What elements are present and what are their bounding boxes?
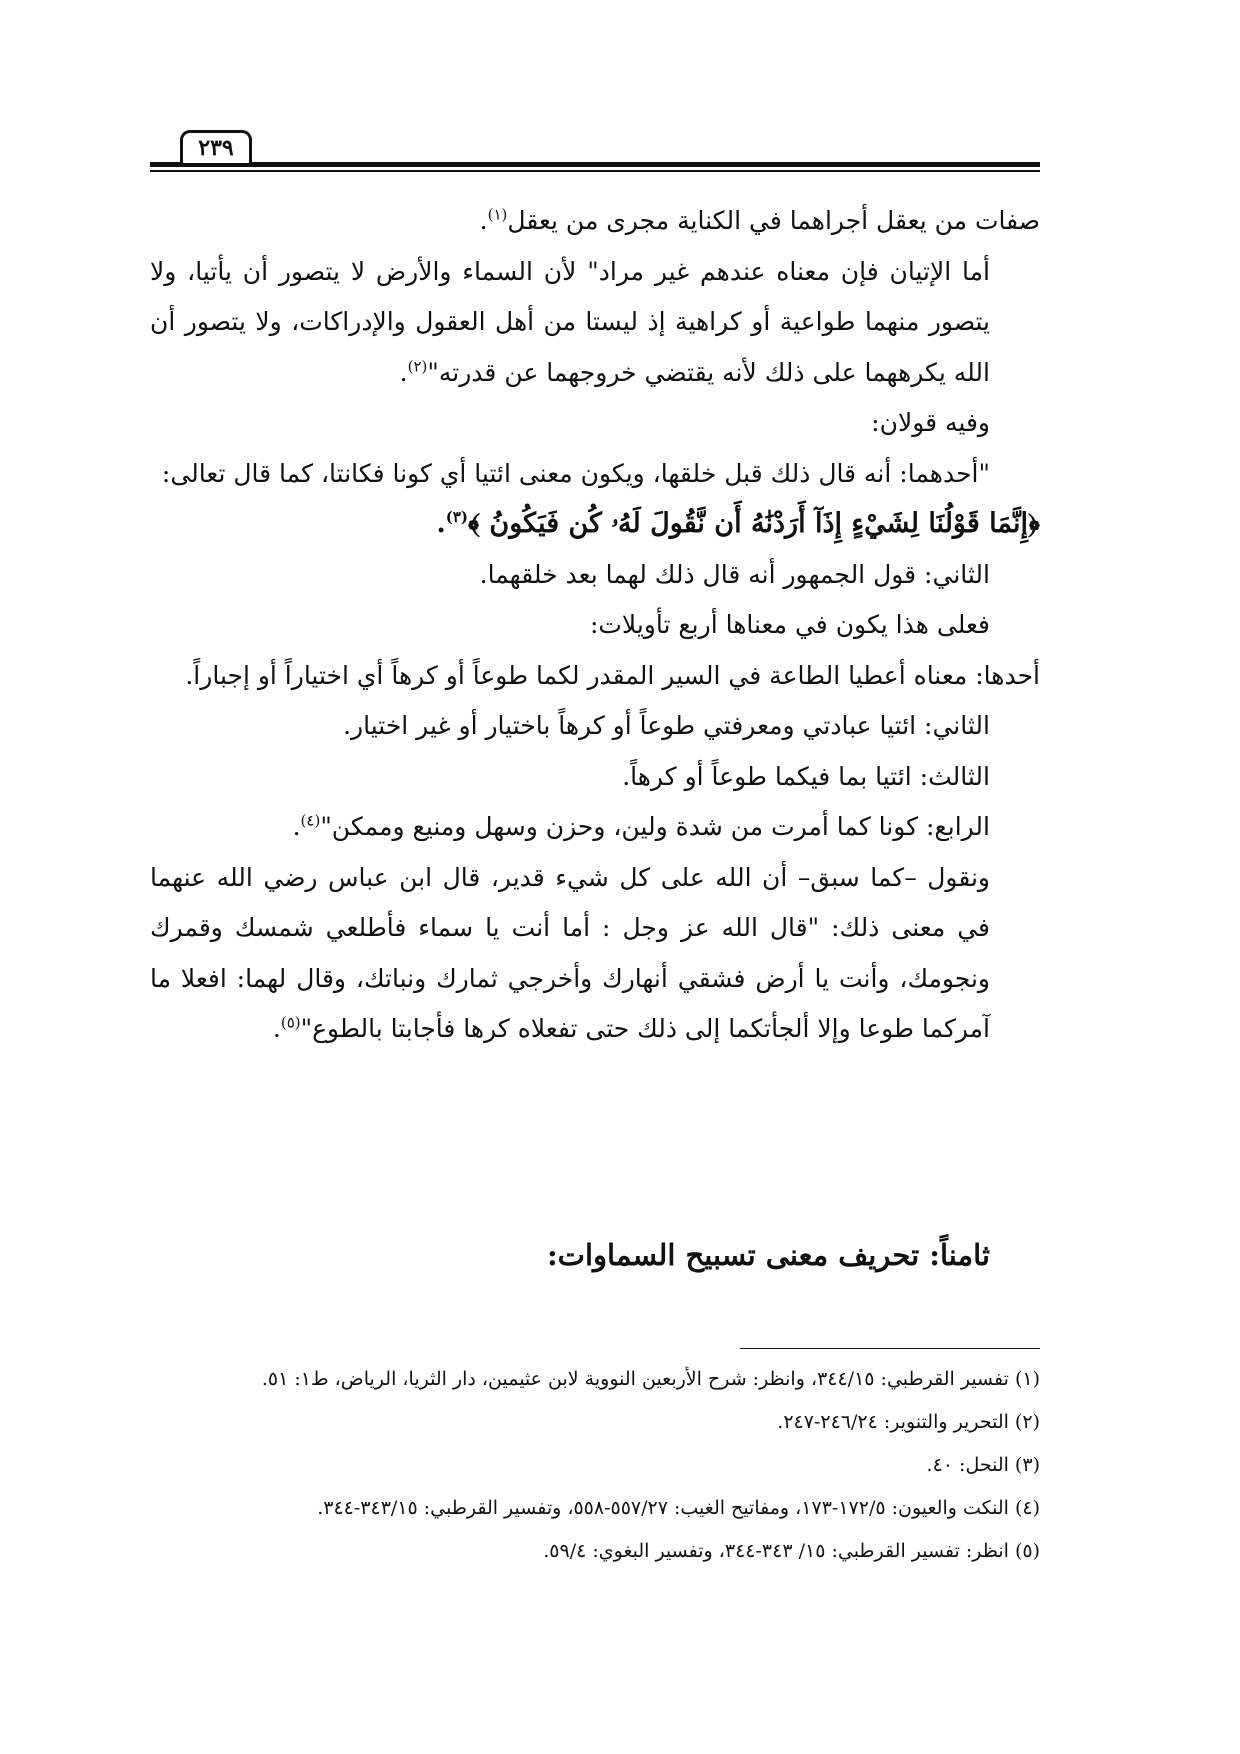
paragraph-7: فعلى هذا يكون في معناها أربع تأويلات: (589, 610, 990, 639)
quran-verse: ﴿إِنَّمَا قَوْلُنَا لِشَيْءٍ إِذَآ أَرَدْنَٰهُ أَن نَّقُولَ لَهُۥ كُن فَيَكُونُ ﴾$^{(٣)}$. (436, 508, 1040, 539)
footnote-ref[interactable]: (١) (487, 205, 508, 224)
paragraph-4: "أحدهما: أنه قال ذلك قبل خلقها، ويكون معنى ائتيا أي كونا فكانتا، كما قال تعالى: (161, 458, 990, 488)
page-number: ٢٣٩ (180, 130, 252, 163)
paragraph-6: الثاني: قول الجمهور أنه قال ذلك لهما بعد خلقهما. (479, 559, 990, 589)
footnote-ref[interactable]: (٥) (280, 1013, 301, 1032)
header-rule-thin (150, 170, 1040, 172)
footnote-ref[interactable]: (٢) (407, 357, 428, 376)
footnote-separator (740, 1348, 1040, 1349)
paragraph-1: صفات من يعقل أجراهما في الكناية مجرى من يعقل$^{(١)}$. (479, 205, 1040, 235)
footnote-ref[interactable]: (٤) (300, 811, 321, 830)
footnote-ref[interactable]: (٣) (445, 508, 468, 526)
paragraph-12: ونقول –كما سبق– أن الله على كل شيء قدير، قال ابن عباس رضي الله عنهما في معنى ذلك: "قال الله عز وجل : أما أنت يا سماء فأطلعي شمسك وقمرك ونجومك، وأنت يا أرض فشقي أنهارك وأخرجي ثمارك ونباتك، وقال لهما: افعلا ما آمركما طوعا وإلا ألجأتكما إلى ذلك حتى تفعلاه كرها فأجابتا بالطوع"$^{(٥)}$. (150, 862, 990, 1043)
paragraph-10: الثالث: ائتيا بما فيكما طوعاً أو كرهاً. (622, 761, 990, 791)
paragraph-3: وفيه قولان: (871, 408, 990, 437)
footnotes (150, 1358, 1040, 1573)
footnote-2: (٢) التحرير والتنوير: ٢٤٦/٢٤-٢٤٧. (777, 1411, 1040, 1433)
page-header (150, 128, 1040, 172)
paragraph-8: أحدها: معناه أعطيا الطاعة في السير المقدر لكما طوعاً أو كرهاً أي اختياراً أو إجباراً. (185, 660, 1040, 690)
footnote-5: (٥) انظر: تفسير القرطبي: ١٥/ ٣٤٣-٣٤٤، وتفسير البغوي: ٥٩/٤. (543, 1540, 1040, 1562)
section-heading: ثامناً: تحريف معنى تسبيح السماوات: (546, 1238, 990, 1272)
body-text (150, 196, 1040, 1055)
paragraph-11: الرابع: كونا كما أمرت من شدة ولين، وحزن وسهل ومنيع وممكن"$^{(٤)}$. (292, 811, 990, 841)
paragraph-2: أما الإتيان فإن معناه عندهم غير مراد" لأن السماء والأرض لا يتصور أن يأتيا، ولا يتصور منهما طواعية أو كراهية إذ ليستا من أهل العقول والإدراكات، ولا يتصور أن الله يكرههما على ذلك لأنه يقتضي خروجهما عن قدرته"$^{(٢)}$. (150, 256, 990, 387)
header-rule-thick (150, 162, 1040, 167)
paragraph-9: الثاني: ائتيا عبادتي ومعرفتي طوعاً أو كرهاً باختيار أو غير اختيار. (343, 711, 990, 740)
footnote-1: (١) تفسير القرطبي: ٣٤٤/١٥، وانظر: شرح الأربعين النووية لابن عثيمين، دار الثريا، الرياض، ط١: ٥١. (261, 1368, 1040, 1390)
footnote-3: (٣) النحل: ٤٠. (926, 1454, 1040, 1476)
footnote-4: (٤) النكت والعيون: ١٧٢/٥-١٧٣، ومفاتيح الغيب: ٥٥٧/٢٧-٥٥٨، وتفسير القرطبي: ٣٤٣/١٥-٣٤٤. (317, 1497, 1040, 1519)
